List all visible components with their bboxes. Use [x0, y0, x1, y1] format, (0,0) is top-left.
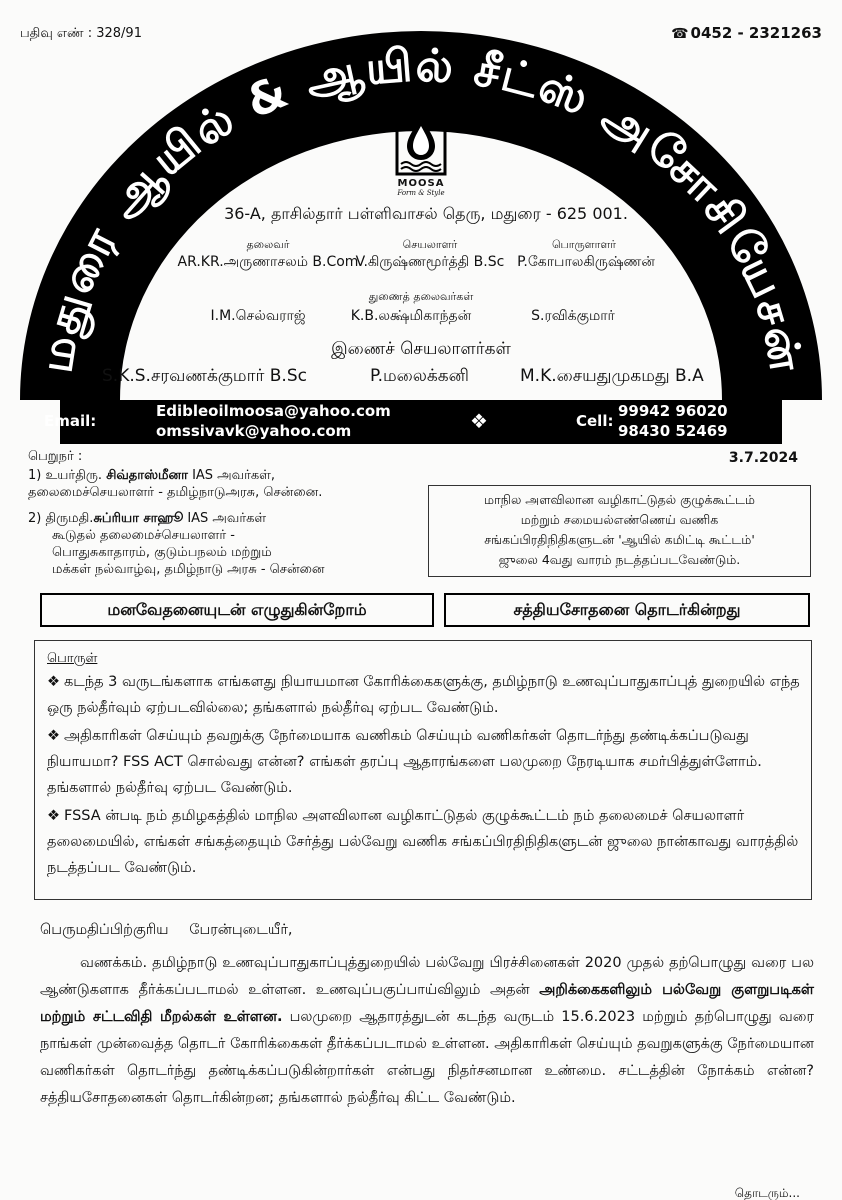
side-note-line-1: மாநில அளவிலான வழிகாட்டுதல் குழுக்கூட்டம்: [484, 492, 755, 507]
vice-presidents-role: துணைத் தலைவர்கள்: [368, 290, 474, 303]
diamond-separator-icon: ❖: [470, 409, 488, 433]
email-label: Email:: [44, 412, 97, 430]
diamond-bullet-icon: ❖: [47, 808, 60, 824]
moosa-logo: [386, 110, 456, 197]
banner-truth-test-continues: சத்தியசோதனை தொடர்கின்றது: [444, 593, 810, 627]
banner-writing-with-grief: மனவேதனையுடன் எழுதுகின்றோம்: [40, 593, 434, 627]
cell-label: Cell:: [576, 412, 614, 430]
subject-box: [34, 640, 812, 900]
president-role: தலைவர்: [246, 238, 290, 251]
logo-name: MOOSA: [397, 178, 445, 189]
treasurer-role: பொருளாளர்: [551, 238, 617, 251]
address: 36-A, தாசில்தார் பள்ளிவாசல் தெரு, மதுரை - 625 001.: [224, 204, 628, 223]
recipient-1: [28, 467, 322, 501]
recipient-2-prefix: திருமதி.: [45, 511, 94, 526]
subject-point-1: [47, 669, 801, 721]
diamond-bullet-icon: ❖: [47, 728, 60, 744]
subject-point-3: [47, 803, 801, 881]
phone-number: 0452 - 2321263: [690, 24, 822, 42]
telephone-icon: ☎: [671, 26, 689, 42]
recipient-1-designation: தலைமைச்செயலாளர் - தமிழ்நாடுஅரசு, சென்னை.: [28, 485, 323, 500]
side-note-line-2: மற்றும் சமையல்எண்ணெய் வணிக: [520, 512, 719, 527]
joint-secretary-1: S.K.S.சரவணக்குமார் B.Sc: [102, 366, 307, 386]
recipient-1-name: சிவ்தாஸ்மீனா: [106, 468, 188, 483]
recipient-1-title: IAS அவர்கள்,: [187, 468, 276, 483]
oil-drop-icon: [395, 110, 447, 176]
treasurer-name: P.கோபாலகிருஷ்ணன்: [517, 254, 655, 270]
cell-secondary[interactable]: 98430 52469: [618, 422, 728, 440]
body-part-1: வணக்கம். தமிழ்நாடு உணவுப்பாதுகாப்புத்துறையில் பல்வேறு பிரச்சினைகள் 2020 முதல் தற்பொழுது வரை பல ஆண்டுகளாக தீர்க்கப்படாமல் உள்ளன. உணவுப்பகுப்பாய்விலும் அதன்: [40, 955, 814, 998]
body-bold-part: அறிக்கைகளிலும் பல்வேறு குளறுபடிகள் மற்றும் சட்டவிதி மீறல்கள் உள்ளன.: [40, 982, 815, 1025]
letter-date: 3.7.2024: [728, 450, 798, 466]
subject-point-2-text: அதிகாரிகள் செய்யும் தவறுக்கு நேர்மையாக வணிகம் செய்யும் வணிகர்கள் தொடர்ந்து தண்டிக்கப்படுவது நியாயமா? FSS ACT சொல்வது என்ன? எங்கள் தரப்பு ஆதாரங்களை பலமுறை நேரடியாக சமர்பித்துள்ளோம். தங்களால் நல்தீர்வு ஏற்பட வேண்டும்.: [47, 728, 762, 796]
letter-body: [40, 950, 814, 1112]
association-name-path: மதுரை ஆயில் & ஆயில் சீட்ஸ் அசோசியேசன்: [28, 38, 814, 377]
logo-tagline: Form & Style: [397, 189, 445, 197]
subject-point-1-text: கடந்த 3 வருடங்களாக எங்களது நியாயமான கோரிக்கைகளுக்கு, தமிழ்நாடு உணவுப்பாதுகாப்புத் துறையில் எந்த ஒரு நல்தீர்வும் ஏற்படவில்லை; தங்களால் நல்தீர்வு ஏற்பட வேண்டும்.: [47, 674, 800, 716]
secretary-role: செயலாளர்: [402, 238, 458, 251]
email-primary[interactable]: Edibleoilmoosa@yahoo.com: [156, 402, 391, 420]
joint-secretary-2: P.மலைக்கனி: [370, 366, 469, 386]
side-note-line-4: ஜுலை 4வது வாரம் நடத்தப்படவேண்டும்.: [498, 552, 741, 567]
body-part-2: பலமுறை ஆதாரத்துடன் கடந்த வருடம் 15.6.2023 மற்றும் தற்பொழுது வரை நாங்கள் முன்வைத்த தொடர் கோரிக்கைகள் தீர்க்கப்படாமல் உள்ளன. அதிகாரிகள் செய்யும் தவறுகளுக்கு நேர்மையான வணிகர்கள் தொடர்ந்து தண்டிக்கப்படுகின்றார்கள் என்பது நிதர்சனமான உண்மை. சட்டத்தின் நோக்கம் என்ன? சத்தியசோதனைகள் தொடர்கின்றன; தங்களால் நல்தீர்வு கிட்ட வேண்டும்.: [40, 1009, 814, 1106]
recipient-2-line2: கூடுதல் தலைமைச்செயலாளர் -: [52, 528, 235, 543]
joint-secretary-3: M.K.சையதுமுகமது B.A: [520, 366, 704, 386]
contact-bar: [44, 400, 782, 444]
secretary-name: V.கிருஷ்ணமூர்த்தி B.Sc: [355, 254, 505, 270]
recipient-2: [28, 510, 325, 578]
vice-president-2: K.B.லக்ஷ்மிகாந்தன்: [350, 308, 472, 324]
vice-president-1: I.M.செல்வராஜ்: [210, 308, 306, 324]
side-note-line-3: சங்கப்பிரதிநிதிகளுடன் 'ஆயில் கமிட்டி கூட்டம்': [484, 532, 755, 547]
email-secondary[interactable]: omssivavk@yahoo.com: [156, 422, 352, 440]
subject-point-2: [47, 723, 801, 801]
diamond-bullet-icon: ❖: [47, 674, 60, 690]
cell-primary[interactable]: 99942 96020: [618, 402, 728, 420]
president-name: AR.KR.அருணாசலம் B.Com: [177, 254, 359, 270]
salutation: பெருமதிப்பிற்குரிய பேரன்புடையீர்,: [40, 922, 293, 938]
recipient-2-num: 2): [28, 511, 42, 526]
vice-president-3: S.ரவிக்குமார்: [531, 308, 615, 324]
registration-number: பதிவு எண் : 328/91: [20, 26, 142, 41]
subject-title: பொருள்: [47, 651, 98, 666]
continued-footer: தொடரும்...: [734, 1186, 800, 1200]
recipient-1-num: 1): [28, 468, 42, 483]
recipient-2-line3: பொதுசுகாதாரம், குடும்பநலம் மற்றும்: [52, 545, 272, 560]
recipient-label: பெறுநர் :: [28, 449, 83, 464]
recipient-2-title: IAS அவர்கள்: [183, 511, 267, 526]
joint-secretaries-role: இணைச் செயலாளர்கள்: [331, 339, 511, 359]
meeting-request-box: [428, 485, 811, 577]
subject-point-3-text: FSSA ன்படி நம் தமிழகத்தில் மாநில அளவிலான வழிகாட்டுதல் குழுக்கூட்டம் நம் தலைமைச் செயலாளர் தலைமையில், எங்கள் சங்கத்தையும் சேர்த்து பல்வேறு வணிக சங்கப்பிரதிநிதிகளுடன் ஜுலை நான்காவது வாரத்தில் நடத்தப்பட வேண்டும்.: [47, 808, 799, 876]
recipient-2-line4: மக்கள் நல்வாழ்வு, தமிழ்நாடு அரசு - சென்னை: [52, 562, 325, 577]
recipient-2-name: சுப்ரியா சாஹூ: [93, 511, 184, 526]
recipient-1-prefix: உயர்திரு.: [45, 468, 107, 483]
